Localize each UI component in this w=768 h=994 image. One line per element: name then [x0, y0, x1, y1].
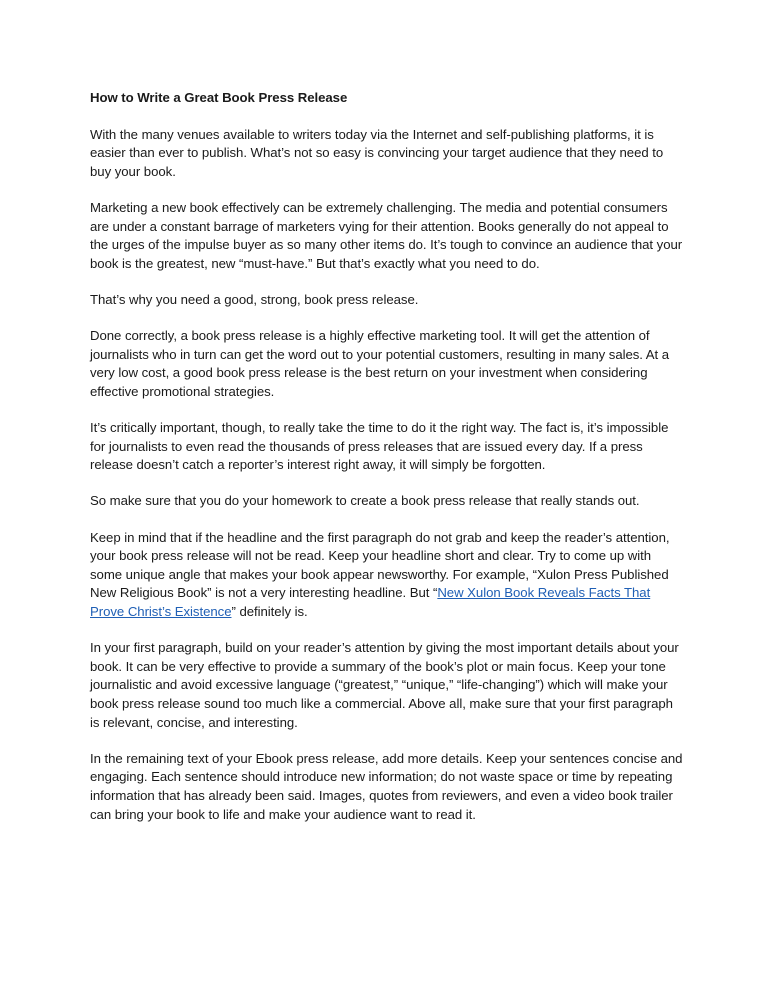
document-body	[90, 89, 685, 842]
headline-text-before: Keep in mind that if the headline and the first paragraph do not grab and keep the reader’s attention, your book press release will not be read. Keep your headline short and clear. Try to come up with some unique angle that makes your book appear newsworthy. For example, “Xulon Press Published New Religious Book” is not a very interesting headline. But “	[90, 529, 670, 601]
paragraph-remaining-text: In the remaining text of your Ebook press release, add more details. Keep your sentences concise and engaging. Each sentence should introduce new information; do not waste space or time by repeating information that has already been said. Images, quotes from reviewers, and even a video book trailer can bring your book to life and make your audience want to read it.	[90, 750, 683, 822]
example-headline-link[interactable]: New Xulon Book Reveals Facts That Prove Christ’s Existence	[90, 585, 651, 620]
headline-text-after: ” definitely is.	[231, 604, 308, 620]
paragraph-headline	[90, 529, 685, 622]
paragraph-first-paragraph-tips: In your first paragraph, build on your reader’s attention by giving the most important details about your book. It can be very effective to provide a summary of the book’s plot or main focus. Keep your tone journalistic and avoid excessive language (“greatest,” “unique,” “life-changing”) which will make your book press release sound too much like a commercial. Above all, make sure that your first paragraph is relevant, concise, and interesting.	[90, 640, 679, 730]
document-title: How to Write a Great Book Press Release	[90, 90, 348, 105]
paragraph-why: That’s why you need a good, strong, book press release.	[90, 291, 419, 307]
paragraph-marketing: Marketing a new book effectively can be extremely challenging. The media and potential consumers are under a constant barrage of marketers vying for their attention. Books generally do not appeal to the urges of the impulse buyer as so many other items do. It’s tough to convince an audience that your book is the greatest, new “must-have.” But that’s exactly what you need to do.	[90, 199, 683, 271]
paragraph-intro: With the many venues available to writers today via the Internet and self-publishing platforms, it is easier than ever to publish. What’s not so easy is convincing your target audience that they need to buy your book.	[90, 126, 664, 179]
paragraph-homework: So make sure that you do your homework to create a book press release that really stands out.	[90, 493, 640, 509]
paragraph-done-correctly: Done correctly, a book press release is a highly effective marketing tool. It will get the attention of journalists who in turn can get the word out to your potential customers, resulting in many sales. At a very low cost, a good book press release is the best return on your investment when considering effective promotional strategies.	[90, 328, 670, 399]
paragraph-critically-important: It’s critically important, though, to really take the time to do it the right way. The fact is, it’s impossible for journalists to even read the thousands of press releases that are issued every day. If a press release doesn’t catch a reporter’s interest right away, it will simply be forgotten.	[90, 420, 669, 473]
